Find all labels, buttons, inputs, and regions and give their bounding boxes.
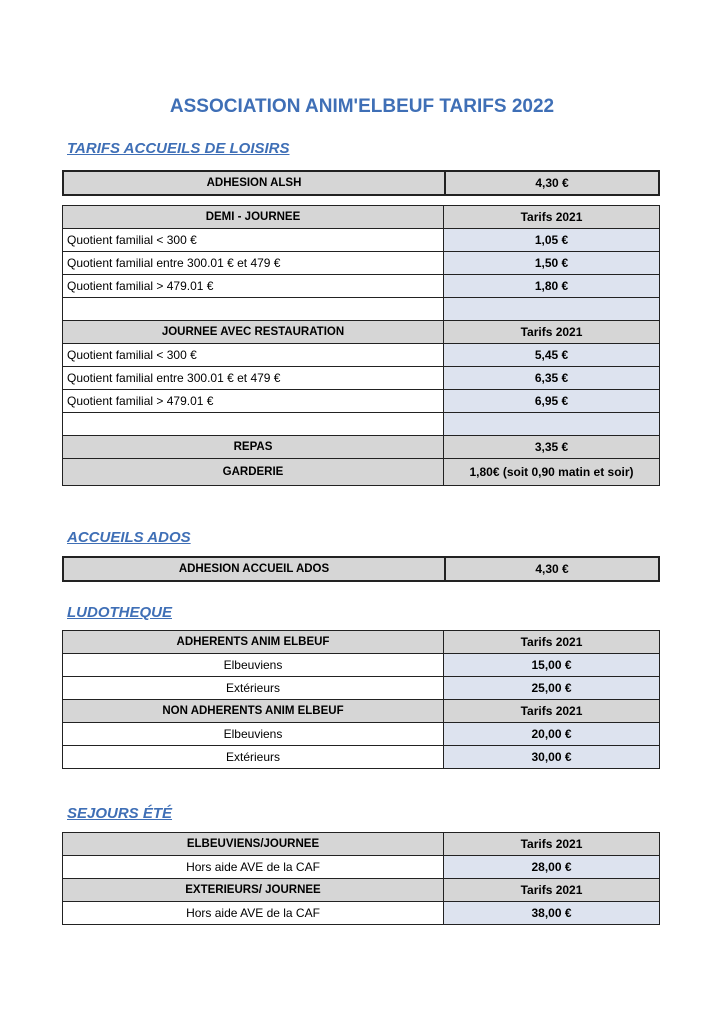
row-value: 1,50 € [444, 252, 660, 275]
section-title-loisirs: TARIFS ACCUEILS DE LOISIRS [67, 140, 290, 157]
table-row [63, 367, 660, 390]
row-value: 1,80 € [444, 275, 660, 298]
table-row [63, 459, 660, 486]
row-value: 1,05 € [444, 229, 660, 252]
row-value: 6,95 € [444, 390, 660, 413]
row-value: 20,00 € [444, 723, 660, 746]
row-label: Extérieurs [63, 677, 444, 700]
row-label: Hors aide AVE de la CAF [63, 902, 444, 925]
table-row [63, 436, 660, 459]
sejours-table [62, 832, 660, 925]
row-value: 6,35 € [444, 367, 660, 390]
adherents-header: ADHERENTS ANIM ELBEUF [63, 631, 444, 654]
row-label: Extérieurs [63, 746, 444, 769]
demi-journee-header: DEMI - JOURNEE [63, 206, 444, 229]
adhesion-ados-label: ADHESION ACCUEIL ADOS [63, 557, 445, 581]
row-value: 38,00 € [444, 902, 660, 925]
non-adherents-header-value: Tarifs 2021 [444, 700, 660, 723]
table-row [63, 700, 660, 723]
empty-cell [63, 298, 444, 321]
table-row [63, 856, 660, 879]
table-row [63, 746, 660, 769]
row-value: 5,45 € [444, 344, 660, 367]
non-adherents-header: NON ADHERENTS ANIM ELBEUF [63, 700, 444, 723]
table-row [63, 677, 660, 700]
adhesion-alsh-label: ADHESION ALSH [63, 171, 445, 195]
row-value: 28,00 € [444, 856, 660, 879]
adhesion-ados-value: 4,30 € [445, 557, 659, 581]
table-row [63, 879, 660, 902]
row-label: Elbeuviens [63, 723, 444, 746]
section-title-sejours: SEJOURS ÉTÉ [67, 805, 173, 822]
table-row [63, 902, 660, 925]
row-label: Quotient familial > 479.01 € [63, 275, 444, 298]
table-row [63, 723, 660, 746]
row-value: 15,00 € [444, 654, 660, 677]
table-row [63, 229, 660, 252]
adherents-header-value: Tarifs 2021 [444, 631, 660, 654]
repas-label: REPAS [63, 436, 444, 459]
row-label: Quotient familial > 479.01 € [63, 390, 444, 413]
ludotheque-table [62, 630, 660, 769]
table-row [63, 321, 660, 344]
garderie-value: 1,80€ (soit 0,90 matin et soir) [444, 459, 660, 486]
row-value: 30,00 € [444, 746, 660, 769]
table-row [63, 171, 659, 195]
section-title-ados: ACCUEILS ADOS [67, 529, 191, 546]
section-title-ludotheque: LUDOTHEQUE [67, 604, 172, 621]
table-row [63, 252, 660, 275]
exterieurs-header-value: Tarifs 2021 [444, 879, 660, 902]
row-label: Hors aide AVE de la CAF [63, 856, 444, 879]
garderie-label: GARDERIE [63, 459, 444, 486]
table-row [63, 631, 660, 654]
page-title: ASSOCIATION ANIM'ELBEUF TARIFS 2022 [169, 96, 555, 117]
adhesion-ados-table [62, 556, 660, 582]
loisirs-tariffs-table [62, 205, 660, 486]
table-row [63, 206, 660, 229]
table-row [63, 557, 659, 581]
exterieurs-header: EXTERIEURS/ JOURNEE [63, 879, 444, 902]
row-label: Quotient familial < 300 € [63, 344, 444, 367]
adhesion-alsh-table [62, 170, 660, 196]
empty-row [63, 413, 660, 436]
journee-header-value: Tarifs 2021 [444, 321, 660, 344]
table-row [63, 390, 660, 413]
table-row [63, 654, 660, 677]
adhesion-alsh-value: 4,30 € [445, 171, 659, 195]
elbeuviens-header-value: Tarifs 2021 [444, 833, 660, 856]
row-label: Quotient familial < 300 € [63, 229, 444, 252]
elbeuviens-header: ELBEUVIENS/JOURNEE [63, 833, 444, 856]
repas-value: 3,35 € [444, 436, 660, 459]
demi-journee-header-value: Tarifs 2021 [444, 206, 660, 229]
empty-row [63, 298, 660, 321]
table-row [63, 344, 660, 367]
row-value: 25,00 € [444, 677, 660, 700]
empty-cell [63, 413, 444, 436]
empty-cell [444, 413, 660, 436]
table-row [63, 833, 660, 856]
row-label: Quotient familial entre 300.01 € et 479 € [63, 252, 444, 275]
row-label: Quotient familial entre 300.01 € et 479 € [63, 367, 444, 390]
journee-header: JOURNEE AVEC RESTAURATION [63, 321, 444, 344]
table-row [63, 275, 660, 298]
row-label: Elbeuviens [63, 654, 444, 677]
empty-cell [444, 298, 660, 321]
